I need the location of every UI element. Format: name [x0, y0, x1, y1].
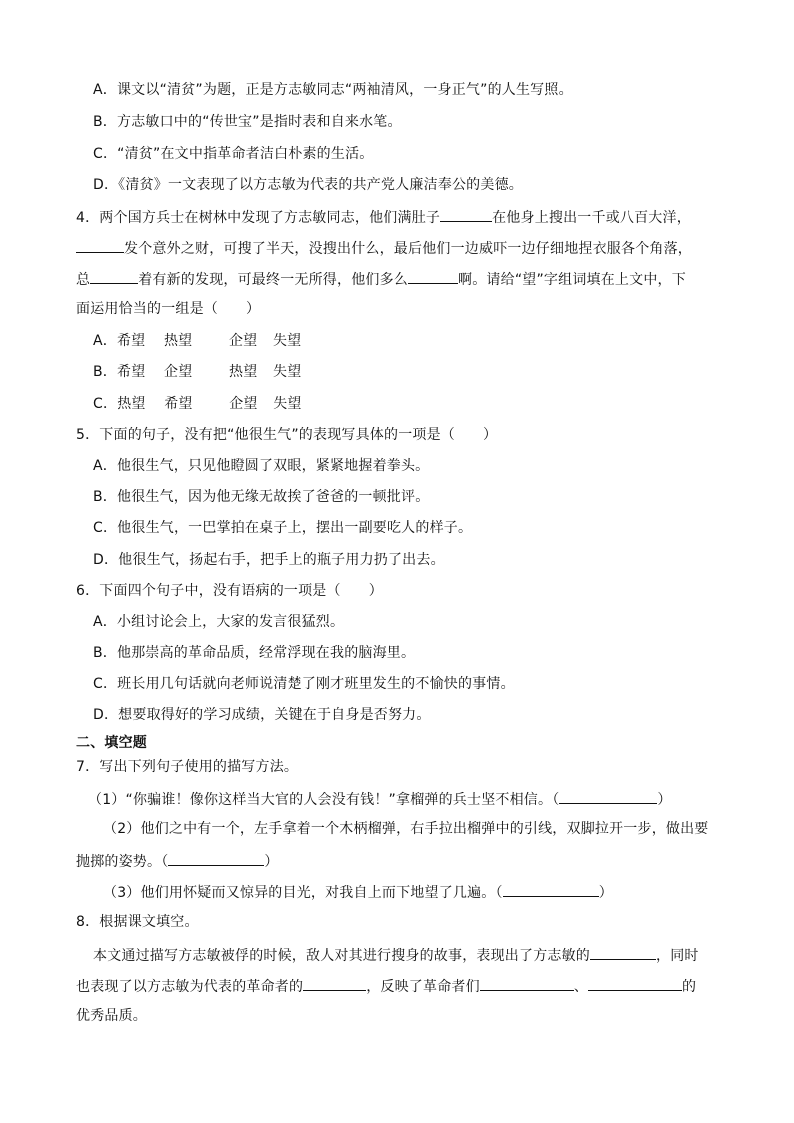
q6-option-b: B．他那崇高的革命品质，经常浮现在我的脑海里。: [93, 645, 416, 661]
option-label: A．: [93, 333, 117, 349]
q7-blank-1[interactable]: [559, 788, 657, 804]
word: 失望: [273, 396, 302, 412]
word: 热望: [163, 333, 193, 349]
q7-blank-2[interactable]: [168, 850, 264, 866]
q8-line-2: [76, 975, 696, 997]
q6-stem: [76, 581, 383, 601]
q8-blank-3[interactable]: [480, 975, 574, 991]
word: 热望: [117, 396, 146, 412]
q5-text: 5．下面的句子，没有把“他很生气”的表现写具体的一项是（: [76, 427, 456, 443]
q7-text: （1）“你骗谁！像你这样当大官的人会没有钱！”拿榴弹的兵士坚不相信。（: [88, 792, 560, 808]
q3-option-b: B．方志敏口中的“传世宝”是指时表和自来水笔。: [93, 114, 402, 130]
q4-line-1: [76, 206, 691, 228]
q3-option-c: C．“清贫”在文中指革命者洁白朴素的生活。: [93, 146, 374, 162]
q8-text: ，同时: [656, 948, 699, 964]
q4-blank-2[interactable]: [76, 237, 124, 253]
q8-line-3: 优秀品质。: [76, 1008, 147, 1024]
q7-text: ）: [657, 792, 672, 808]
q5-option-d: D．他很生气，扬起右手，把手上的瓶子用力扔了出去。: [93, 552, 445, 568]
word: 希望: [116, 333, 146, 349]
q4-text: ）: [246, 301, 261, 317]
q6-option-a: A．小组讨论会上，大家的发言很猛烈。: [93, 614, 345, 630]
q7-text: ）: [598, 885, 613, 901]
q4-text: 在他身上搜出一千或八百大洋，: [492, 210, 691, 226]
word: 失望: [273, 364, 302, 380]
q7-blank-3[interactable]: [503, 881, 599, 897]
q6-text: 6．下面四个句子中，没有语病的一项是（: [76, 583, 341, 599]
q6-text: ）: [368, 583, 383, 599]
q4-blank-3[interactable]: [90, 268, 138, 284]
word: 热望: [229, 364, 258, 380]
q7-item-1: [88, 788, 672, 810]
q8-blank-2[interactable]: [303, 975, 366, 991]
q8-text: 的: [682, 979, 697, 995]
q4-line-3: [76, 268, 686, 290]
q8-stem: 8．根据课文填空。: [76, 914, 199, 930]
q8-text: 也表现了以方志敏为代表的革命者的: [76, 979, 304, 995]
q8-text: 、: [573, 979, 589, 995]
q4-text: 4．两个国方兵士在树林中发现了方志敏同志，他们满肚子: [76, 210, 441, 226]
q4-line-2: [76, 237, 692, 259]
q5-option-a: A．他很生气，只见他瞪圆了双眼，紧紧地握着拳头。: [93, 458, 430, 474]
q5-text: ）: [483, 427, 498, 443]
q4-line-4: [76, 299, 260, 319]
word: 企望: [164, 364, 193, 380]
q5-stem: [76, 425, 497, 445]
q4-text: 总: [76, 272, 91, 288]
q4-text: 发个意外之财，可搜了半天，没搜出什么，最后他们一边威吓一边仔细地捏衣服各个角落，: [124, 241, 692, 257]
q4-option-c: [93, 394, 302, 414]
word: 失望: [272, 333, 302, 349]
section-title: 二、填空题: [76, 735, 147, 751]
q8-line-1: [93, 944, 699, 966]
q8-text: ，反映了革命者们: [366, 979, 480, 995]
option-label: C．: [93, 396, 118, 412]
q4-text: 啊。请给“望”字组词填在上文中，下: [458, 272, 686, 288]
q8-blank-1[interactable]: [590, 944, 656, 960]
q5-option-b: B．他很生气，因为他无缘无故挨了爸爸的一顿批评。: [93, 489, 430, 505]
q4-blank-4[interactable]: [408, 268, 458, 284]
q8-text: 本文通过描写方志敏被俘的时候，敌人对其进行搜身的故事，表现出了方志敏的: [93, 948, 590, 964]
q3-option-a: A．课文以“清贫”为题，正是方志敏同志“两袖清风，一身正气”的人生写照。: [93, 82, 573, 98]
q6-option-d: D．想要取得好的学习成绩，关键在于自身是否努力。: [93, 707, 431, 723]
q7-text: （3）他们用怀疑而又惊异的目光，对我自上而下地望了几遍。（: [103, 885, 503, 901]
q4-text: 着有新的发现，可最终一无所得，他们多么: [138, 272, 409, 288]
word: 企望: [228, 333, 258, 349]
q4-option-b: [93, 362, 301, 382]
word: 希望: [164, 396, 193, 412]
option-label: B．: [93, 364, 118, 380]
word: 企望: [229, 396, 258, 412]
q4-blank-1[interactable]: [440, 206, 492, 222]
q7-text: ）: [264, 854, 279, 870]
q7-item-2: （2）他们之中有一个，左手拿着一个木柄榴弹，右手拉出榴弹中的引线，双脚拉开一步，做出要: [103, 821, 709, 837]
q8-blank-4[interactable]: [588, 975, 682, 991]
q7-text: 抛掷的姿势。（: [76, 854, 169, 870]
q5-option-c: C．他很生气，一巴掌拍在桌子上，摆出一副要吃人的样子。: [93, 520, 473, 536]
q4-text: 面运用恰当的一组是（: [76, 301, 218, 317]
q4-option-a: [93, 331, 301, 351]
q7-item-2-cont: [76, 850, 279, 872]
word: 希望: [117, 364, 146, 380]
q7-item-3: [103, 881, 613, 903]
q7-stem: 7．写出下列句子使用的描写方法。: [76, 759, 299, 775]
q6-option-c: C．班长用几句话就向老师说清楚了刚才班里发生的不愉快的事情。: [93, 676, 515, 692]
q3-option-d: D．《清贫》一文表现了以方志敏为代表的共产党人廉洁奉公的美德。: [93, 177, 523, 193]
